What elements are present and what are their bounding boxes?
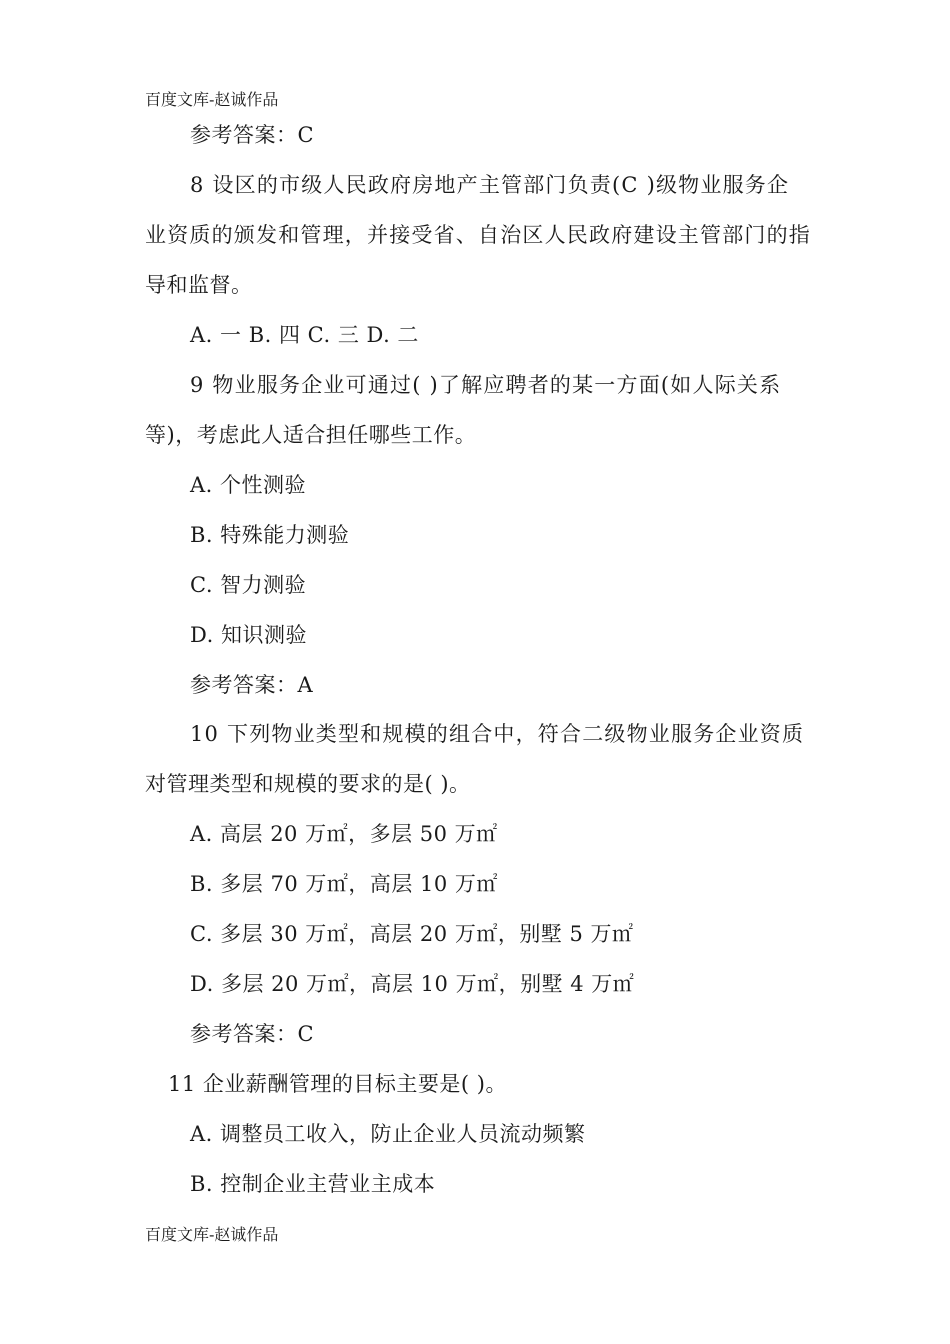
question-9-option-c: C. 智力测验 [190,573,307,597]
question-9-option-a: A. 个性测验 [190,473,307,497]
question-10-line-1: 10 下列物业类型和规模的组合中，符合二级物业服务企业资质 [190,722,805,746]
question-10-option-c: C. 多层 30 万㎡，高层 20 万㎡，别墅 5 万㎡ [190,922,634,946]
question-11-option-a: A. 调整员工收入，防止企业人员流动频繁 [190,1122,586,1146]
page-header: 百度文库-赵诚作品 [145,90,279,109]
question-8-options: A. 一 B. 四 C. 三 D. 二 [190,323,419,347]
question-10-option-a: A. 高层 20 万㎡，多层 50 万㎡ [190,822,498,846]
question-9-line-2: 等)，考虑此人适合担任哪些工作。 [145,423,477,447]
page-footer: 百度文库-赵诚作品 [145,1225,279,1244]
question-10-option-b: B. 多层 70 万㎡，高层 10 万㎡ [190,872,498,896]
question-9-option-b: B. 特殊能力测验 [190,523,350,547]
question-9-line-1: 9 物业服务企业可通过( )了解应聘者的某一方面(如人际关系 [190,373,782,397]
question-10-option-d: D. 多层 20 万㎡，高层 10 万㎡，别墅 4 万㎡ [190,972,635,996]
question-8-line-1: 8 设区的市级人民政府房地产主管部门负责(C )级物业服务企 [190,173,790,197]
answer-line: 参考答案：C [190,123,315,147]
question-9-option-d: D. 知识测验 [190,623,307,647]
question-11-line-1: 11 企业薪酬管理的目标主要是( )。 [168,1072,507,1096]
question-11-option-b: B. 控制企业主营业主成本 [190,1172,436,1196]
question-10-line-2: 对管理类型和规模的要求的是( )。 [145,772,471,796]
question-8-line-2: 业资质的颁发和管理，并接受省、自治区人民政府建设主管部门的指 [145,223,811,247]
question-8-line-3: 导和监督。 [145,273,253,297]
answer-line: 参考答案：A [190,673,314,697]
answer-line: 参考答案：C [190,1022,315,1046]
